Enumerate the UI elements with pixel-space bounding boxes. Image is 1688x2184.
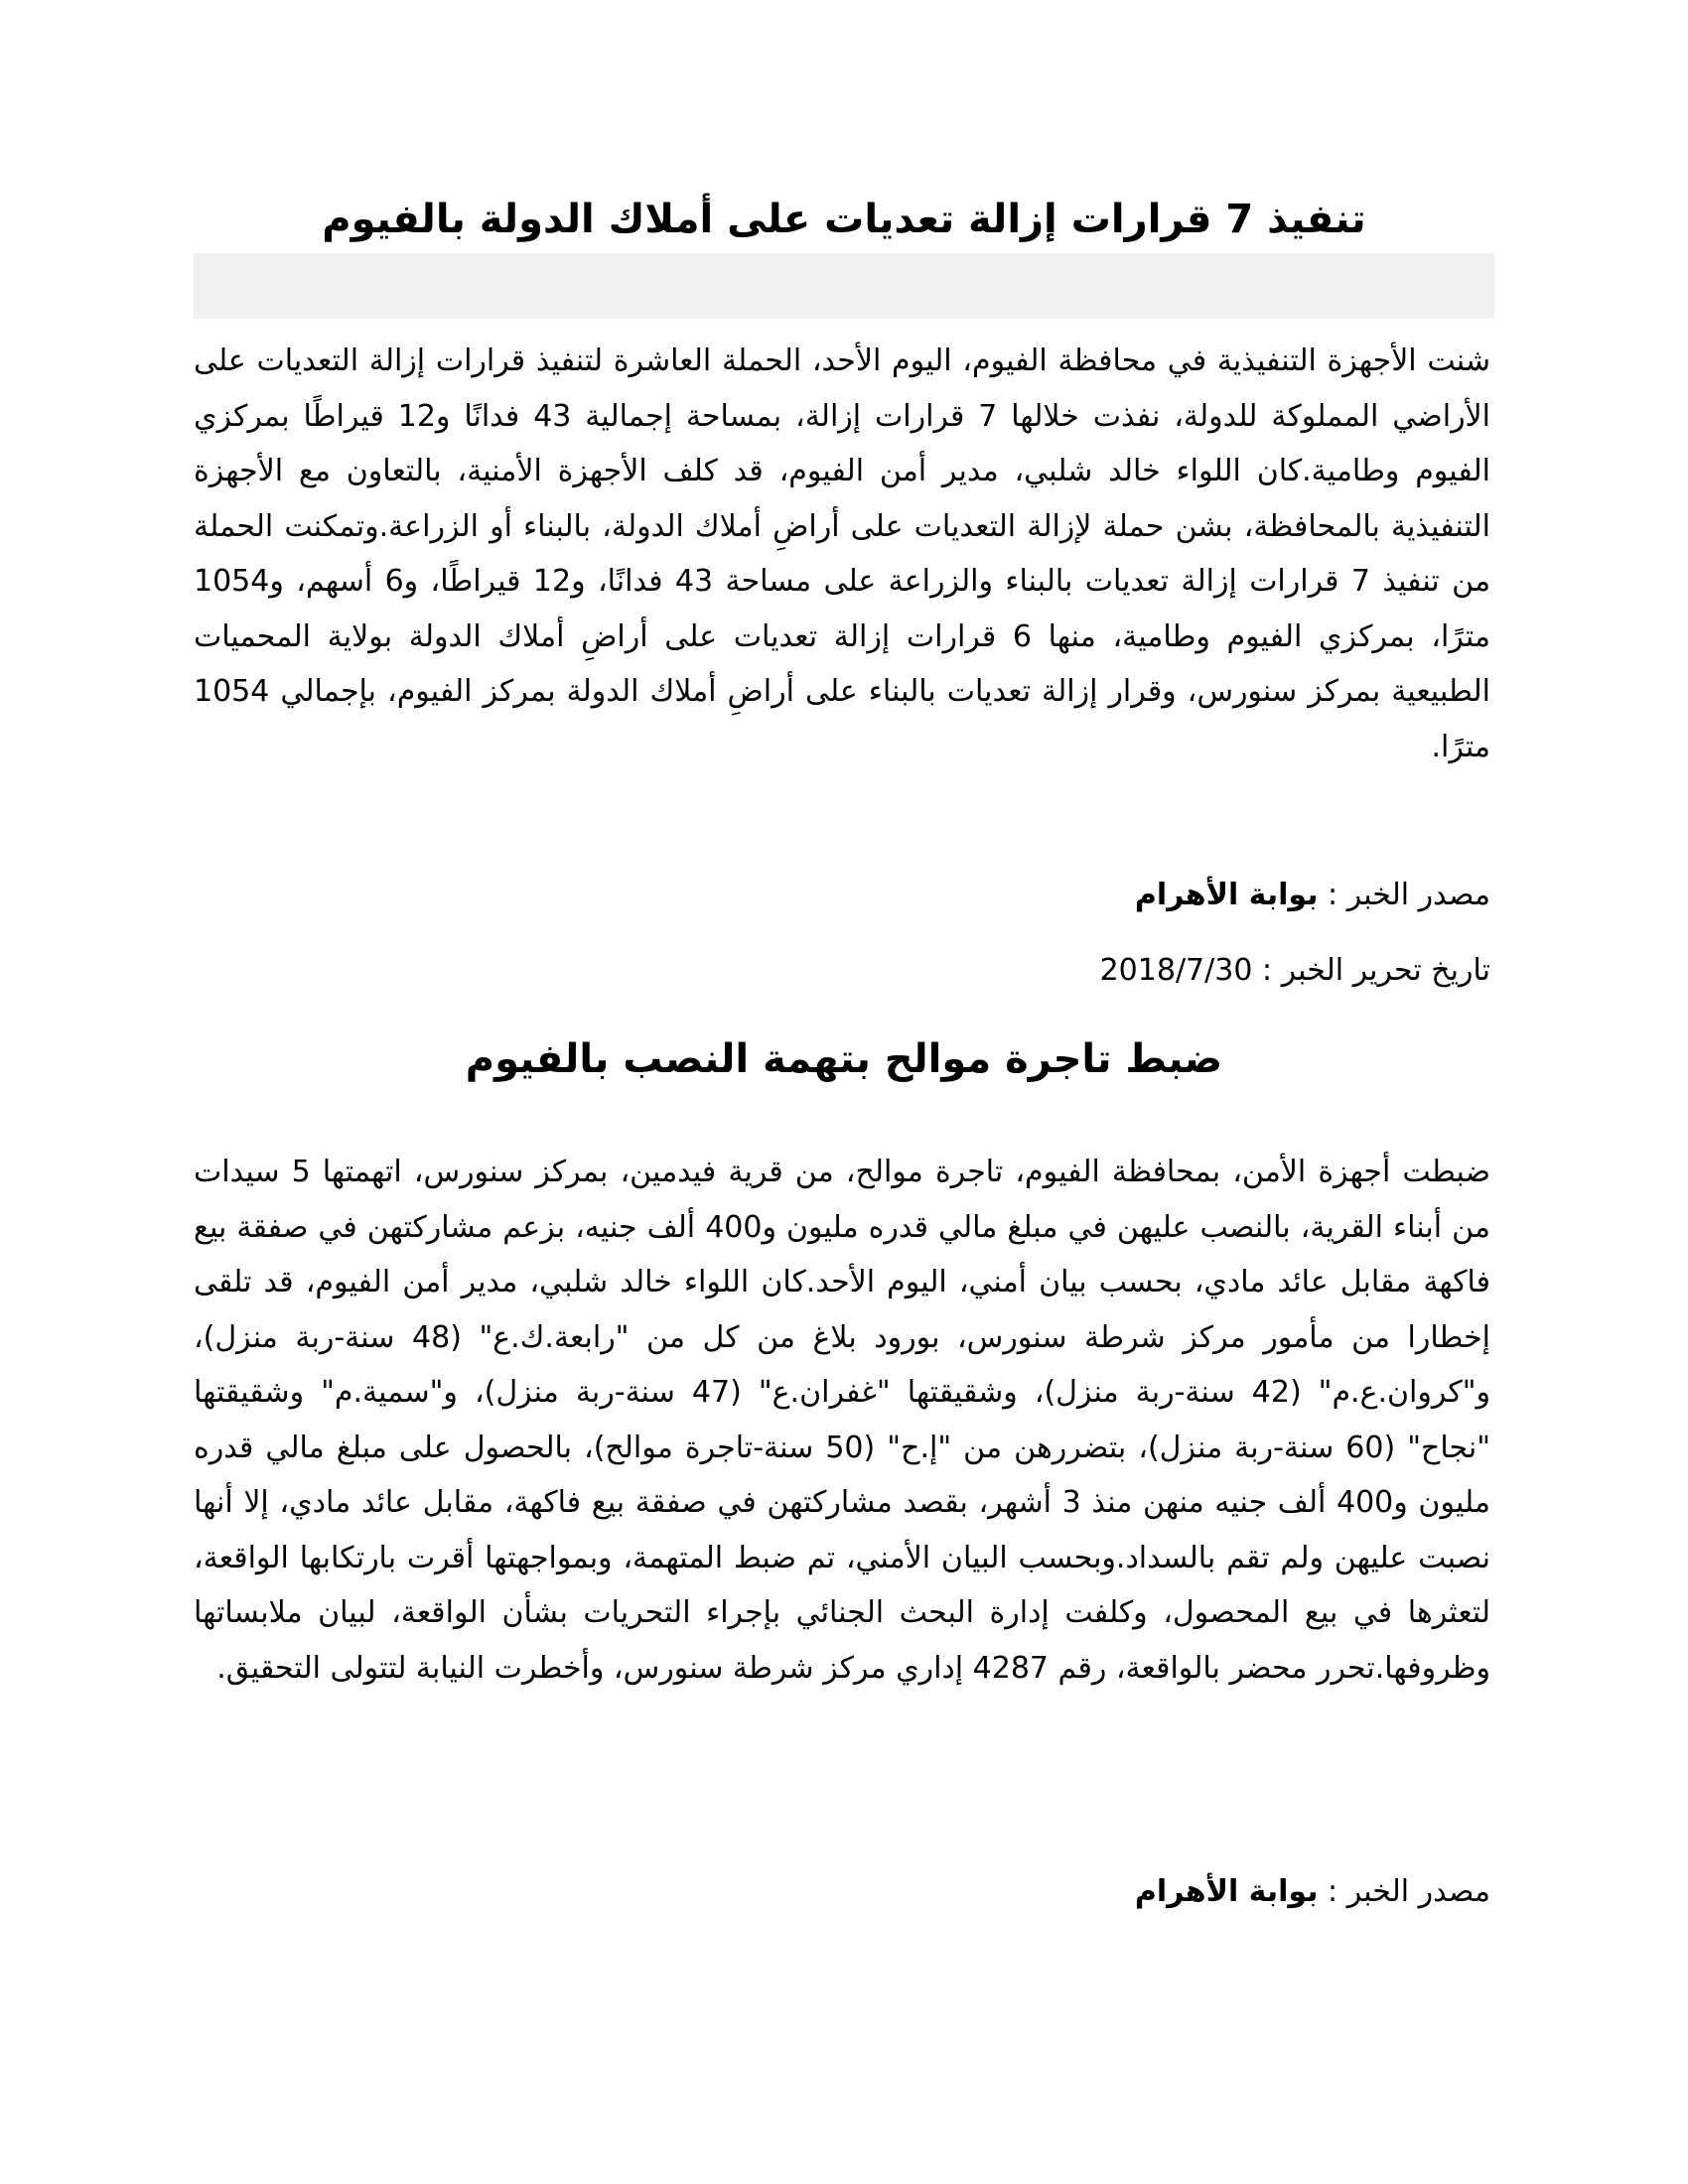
source-value: بوابة الأهرام — [1134, 1874, 1319, 1909]
article1-date — [1100, 953, 1490, 988]
article1-source — [1135, 878, 1490, 912]
article2-source — [1135, 1874, 1490, 1909]
title-separator-band — [194, 253, 1494, 319]
source-value: بوابة الأهرام — [1134, 878, 1319, 912]
date-value: 2018/7/30 — [1099, 953, 1253, 988]
date-label: تاريخ تحرير الخبر : — [1261, 953, 1490, 988]
article2-body: ضبطت أجهزة الأمن، بمحافظة الفيوم، تاجرة موالح، من قرية فيدمين، بمركز سنورس، اتهمتها 5 سيدات من أبناء القرية، بالنصب عليهن في مبلغ مالي قدره مليون و400 ألف جنيه، بزعم مشاركتهن في صفقة بيع فاكهة مقابل عائد مادي، بحسب بيان أمني، اليوم الأحد.كان اللواء خالد شلبي، مدير أمن الفيوم، قد تلقى إخطارا من مأمور مركز شرطة سنورس، بورود بلاغ من كل من "رابعة.ك.ع" (48 سنة-ربة منزل)، و"كروان.ع.م" (42 سنة-ربة منزل)، وشقيقتها "غفران.ع" (47 سنة-ربة منزل)، و"سمية.م" وشقيقتها "نجاح" (60 سنة-ربة منزل)، بتضررهن من "إ.ح" (50 سنة-تاجرة موالح)، بالحصول على مبلغ مالي قدره مليون و400 ألف جنيه منهن منذ 3 أشهر، بقصد مشاركتهن في صفقة بيع فاكهة، مقابل عائد مادي، إلا أنها نصبت عليهن ولم تقم بالسداد.وبحسب البيان الأمني، تم ضبط المتهمة، وبمواجهتها أقرت بارتكابها الواقعة، لتعثرها في بيع المحصول، وكلفت إدارة البحث الجنائي بإجراء التحريات بشأن الواقعة، لبيان ملابساتها وظروفها.تحرر محضر بالواقعة، رقم 4287 إداري مركز شرطة سنورس، وأخطرت النيابة لتتولى التحقيق. — [194, 1155, 1491, 1686]
article2-title: ضبط تاجرة موالح بتهمة النصب بالفيوم — [465, 1036, 1223, 1082]
article1-body: شنت الأجهزة التنفيذية في محافظة الفيوم، اليوم الأحد، الحملة العاشرة لتنفيذ قرارات إزالة التعديات على الأراضي المملوكة للدولة، نفذت خلالها 7 قرارات إزالة، بمساحة إجمالية 43 فدانًا و12 قيراطًا بمركزي الفيوم وطامية.كان اللواء خالد شلبي، مدير أمن الفيوم، قد كلف الأجهزة الأمنية، بالتعاون مع الأجهزة التنفيذية بالمحافظة، بشن حملة لإزالة التعديات على أراضِ أملاك الدولة، بالبناء أو الزراعة.وتمكنت الحملة من تنفيذ 7 قرارات إزالة تعديات بالبناء والزراعة على مساحة 43 فدانًا، و12 قيراطًا، و6 أسهم، و1054 مترًا، بمركزي الفيوم وطامية، منها 6 قرارات إزالة تعديات على أراضِ أملاك الدولة بولاية المحميات الطبيعية بمركز سنورس، وقرار إزالة تعديات بالبناء على أراضِ أملاك الدولة بمركز الفيوم، بإجمالي 1054 مترًا. — [194, 343, 1491, 764]
source-label: مصدر الخبر : — [1328, 878, 1490, 912]
source-label: مصدر الخبر : — [1328, 1874, 1490, 1909]
article1-title: تنفيذ 7 قرارات إزالة تعديات على أملاك الدولة بالفيوم — [322, 197, 1366, 242]
